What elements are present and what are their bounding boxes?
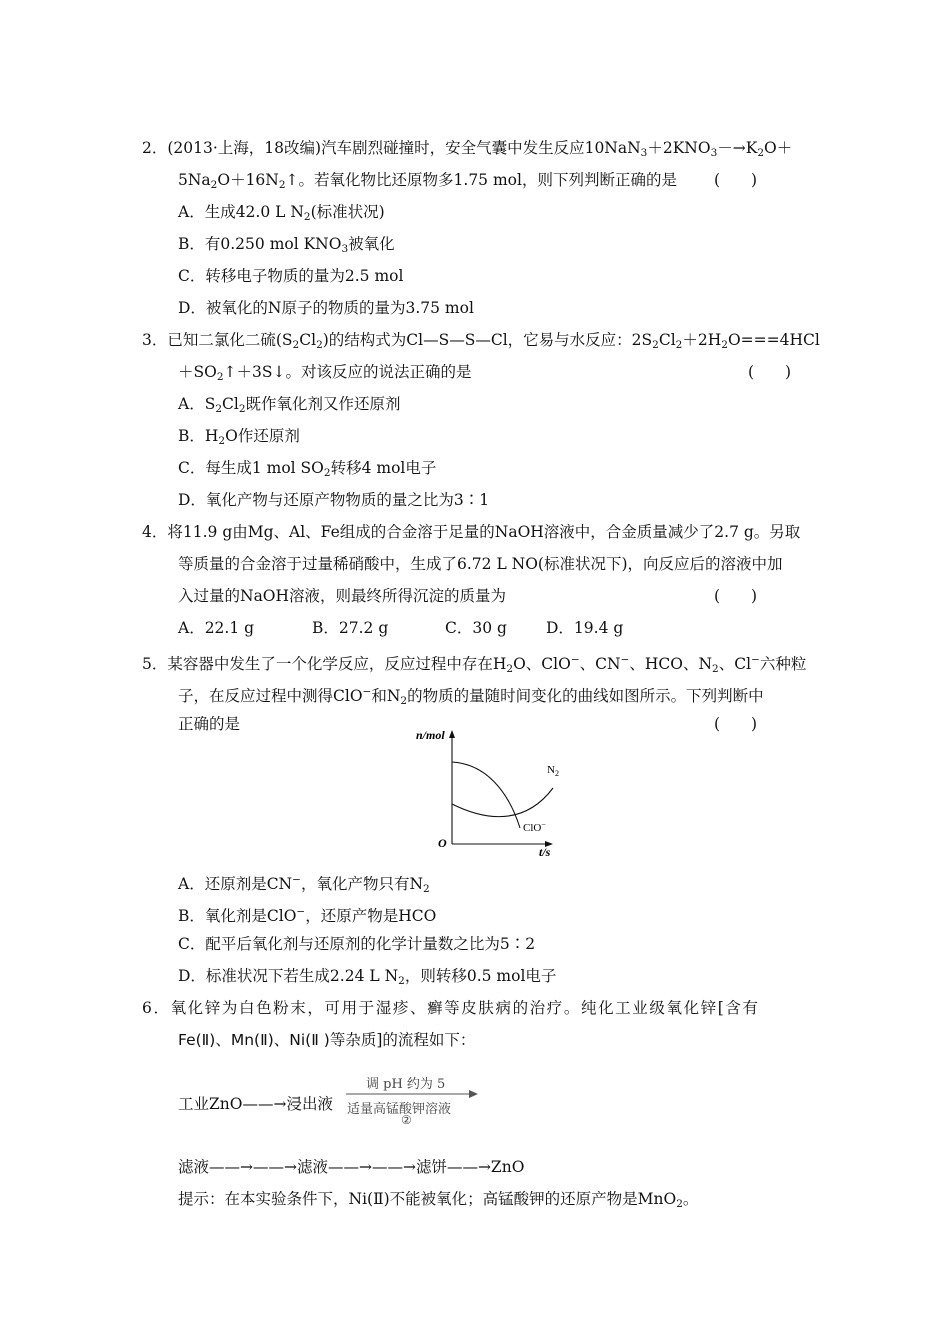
option-d: D．被氧化的N原子的物质的量为3.75 mol	[178, 299, 474, 317]
n2-label: $N_2$	[547, 764, 559, 778]
question-number: 6．	[142, 999, 171, 1017]
question-source: (2013·上海，18改编)	[167, 139, 322, 157]
question-4-line-3: 入过量的NaOH溶液，则最终所得沉淀的质量为	[178, 587, 507, 605]
question-4-line-1: 4．将11.9 g由Mg、Al、Fe组成的合金溶于足量的NaOH溶液中，合金质量减少了2.7 g。另取	[142, 523, 801, 541]
option-b: B．氧化剂是ClO−，还原产物是HCO	[178, 906, 437, 925]
option-b: B．$H_2O$作还原剂	[178, 427, 300, 447]
option-b: B．有0.250 mol $KNO_3$被氧化	[178, 235, 395, 255]
option-a: A．$S_2Cl_2$既作氧化剂又作还原剂	[178, 395, 401, 415]
question-6-line-1: 6．氧化锌为白色粉末，可用于湿疹、癣等皮肤病的治疗。纯化工业级氧化锌[含有	[142, 999, 760, 1017]
question-6-line-2: Fe(Ⅱ)、Mn(Ⅱ)、Ni(Ⅱ )等杂质]的流程如下：	[178, 1031, 476, 1049]
question-5-line-2: 子，在反应过程中测得ClO−和$N_2$的物质的量随时间变化的曲线如图所示。下列判断中	[178, 686, 764, 707]
answer-bracket: ( )	[714, 715, 758, 733]
flow-step-1: 工业ZnO——→浸出液	[178, 1095, 333, 1113]
answer-bracket: ( )	[748, 363, 792, 381]
origin-label: O	[438, 836, 447, 850]
question-3-line-2: $+SO_2↑+3S↓$。对该反应的说法正确的是	[178, 363, 472, 383]
question-3-line-1: 3．已知二氯化二硫$(S_2Cl_2)$的结构式为Cl—S—S—Cl，它易与水反应：$2S_2Cl_2+2H_2O===4HCl$	[142, 331, 820, 351]
flow-step-number: ②	[401, 1113, 412, 1127]
y-axis-label: n/mol	[416, 728, 445, 742]
question-number: 5．	[142, 655, 168, 673]
question-5-line-1: 5．某容器中发生了一个化学反应，反应过程中存在$H_2O$、ClO−、CN−、HCO、$N_2$、Cl−六种粒	[142, 654, 807, 675]
question-2-line-2: $5Na_2O+16N_2↑$。若氧化物比还原物多1.75 mol，则下列判断正确的是	[178, 171, 677, 191]
question-number: 2．	[142, 139, 168, 157]
option-d: D．氧化产物与还原产物物质的量之比为3∶1	[178, 491, 490, 509]
question-5-line-3: 正确的是	[178, 715, 241, 733]
hint-text: 提示：在本实验条件下，Ni(Ⅱ)不能被氧化；高锰酸钾的还原产物是MnO$_2$。	[178, 1190, 699, 1210]
clo-label: ClO−	[523, 820, 546, 834]
answer-bracket: ( )	[714, 171, 758, 189]
question-number: 4．	[142, 523, 168, 541]
answer-bracket: ( )	[714, 587, 758, 605]
option-c: C．转移电子物质的量为2.5 mol	[178, 267, 404, 285]
flow-step-2: 滤液——→——→滤液——→——→滤饼——→ZnO	[178, 1158, 525, 1176]
option-d: D．19.4 g	[546, 619, 624, 637]
y-axis-arrow-icon	[449, 730, 455, 738]
option-a: A．22.1 g	[178, 619, 255, 637]
option-b: B．27.2 g	[312, 619, 389, 637]
option-c: C．每生成1 mol $SO_2$转移4 mol电子	[178, 459, 437, 479]
question-2-line-1: 2．(2013·上海，18改编)汽车剧烈碰撞时，安全气囊中发生反应$10NaN_3+2KNO_3-\to K_2O+$	[142, 139, 793, 159]
clo-curve	[452, 762, 520, 828]
n-vs-t-graph	[400, 725, 580, 860]
option-a: A．还原剂是CN−，氧化产物只有$N_2$	[178, 874, 430, 895]
flow-condition-bottom: 适量高锰酸钾溶液	[347, 1102, 452, 1117]
question-4-line-2: 等质量的合金溶于过量稀硝酸中，生成了6.72 L NO(标准状况下)，向反应后的溶液中加	[178, 555, 783, 573]
question-number: 3．	[142, 331, 168, 349]
flow-condition-top: 调 pH 约为 5	[366, 1077, 446, 1092]
x-axis-label: t/s	[539, 845, 551, 859]
option-a: A．生成42.0 L $N_2$(标准状况)	[178, 203, 385, 223]
option-d: D．标准状况下若生成2.24 L $N_2$，则转移0.5 mol电子	[178, 967, 557, 987]
option-c: C．30 g	[445, 619, 507, 637]
option-c: C．配平后氧化剂与还原剂的化学计量数之比为5∶2	[178, 935, 536, 953]
arrow-head-icon	[469, 1090, 478, 1098]
